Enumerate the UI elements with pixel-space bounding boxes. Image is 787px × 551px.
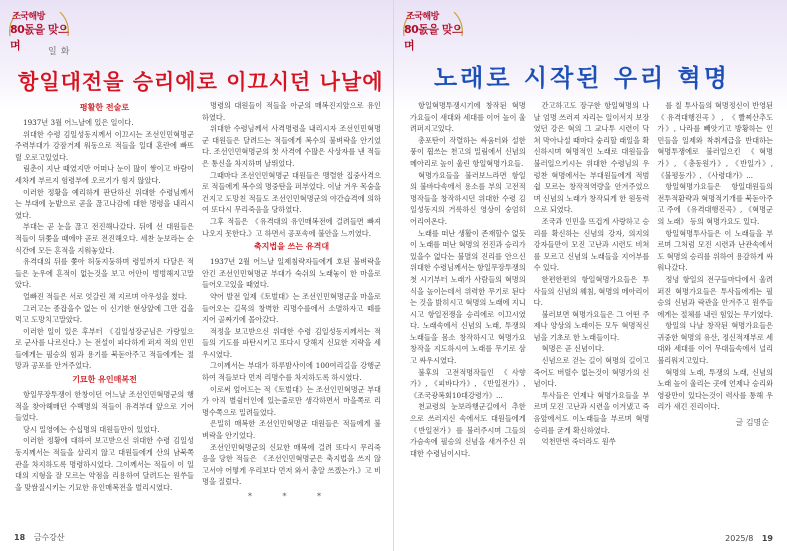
paragraph: 불후의 고전적명작들인 《사향가》, 《피바다가》, 《반일전가》, 《조국광복회10대강령가》... [410,367,526,400]
paragraph: 한편한편의 항일혁명가요들은 투사들의 신념의 웨침, 혁명의 메아리이다. [533,274,650,308]
paragraph: 항일혁명투쟁시기에 창작된 혁명가요들이 새대와 세대를 이어 높이 울려퍼지고있다. [410,101,526,134]
paragraph: 얼빠진 적들은 서로 엇갈린 채 지르며 아우성을 쳤다. [23,291,188,301]
right-anniversary-badge [402,8,464,52]
paragraph: 그후 적들은 《유격대의 유인매복전에 걸려들면 빠져나오지 못한다.》고 하면서 공포속에 불안을 느끼였다. [202,216,381,238]
paragraph: 를 칠 투사들의 혁명정신이 반영된 《유격대행진곡》, 《빨찌산추도가》, 나라를 빼앗기고 방황하는 인민들을 일제와 착취계급을 반대하는 혁명투쟁에로 불러일으킨 《혁명가》, 《총동원가》, 《반일가》, 《불평등가》, 《사령대가》... [657,101,774,180]
badge-line2: 80돐을 맞으며 [10,23,69,52]
paragraph: 정녕 항일의 전구들마다에서 울려퍼진 혁명가요들은 투사들에게는 필승의 신념과 락관을 안겨주고 원쑤들에게는 절체를 내린 힘있는 무기였다. [657,274,774,319]
paragraph: 그이께서는 부대가 하루밤사이에 100여리길을 강행군하여 적들보다 먼저 리명수를 차지하도록 하시였다. [202,361,381,383]
left-folio [14,532,65,543]
paragraph: 조국과 인민을 뜨겁게 사랑하고 승리를 확신하는 신념의 강자, 의지의 강자들만이 모진 고난과 시련도 비쳐를 모르고 신념의 노래들을 지어부를수 있다. [533,216,650,273]
paragraph: 신념으로 걷는 길이 혁명의 길이고 죽어도 버릴수 없는것이 혁명가의 신념이다. [533,356,650,389]
badge-line2: 80돐을 맞으며 [404,23,463,52]
section-divider-stars: * * * [247,492,336,501]
section-subheading: 평활한 전술로 [79,103,130,112]
right-folio [725,534,773,543]
paragraph: 위대한 수령 김일성동지께서 이끄시는 조선인민혁명군 주력부대가 강잠거제 워동으로 적들을 일대 혼란에 빠뜨릴 오로고있었다. [15,129,194,162]
left-page-number: 18 [14,533,26,542]
left-column-2 [202,100,381,517]
paragraph: 1937년 2월 어느날 일제침략자들에게 호된 불벼락을 안긴 조선인민혁명군 부대가 숙쉬의 노래놓이 한 마을로 들어오고있을 때였다. [202,257,381,290]
right-column-1 [410,100,526,517]
section-subheading: 기묘한 유인매복전 [72,375,137,385]
paragraph: 항일의 나날 창작된 혁명가요들은 귀중한 혁명의 유산, 정신적재부로 세대와 세대를 이어 무대들속에서 널리 불리워지고있다. [657,321,774,366]
issue-date: 2025/8 [725,534,754,543]
left-anniversary-badge [8,8,70,52]
paragraph: 약어 발전 일제《토벌대》는 조선인민혁명군을 마을로 들어오는 길목의 창벽한 리명수를에서 소멸하자고 떼를 지어 골짜기에 몰아갔다. [202,291,381,325]
paragraph: 이러한 정황을 예리하게 판단하신 위대한 수령님께서는 부대에 눈밭으로 곧을 끊고나감에 대한 명령을 내리시였다. [15,187,194,220]
paragraph: 그때마다 조선인민혁명군 대원들은 맹렬한 집중사격으로 적들에게 복수의 명중탄을 퍼부었다. 이날 겨우 목숨을 건지고 도망친 적들도 조선인민혁명군의 야간습격에 의하여 또다시 무리죽음을 당하였다. [202,170,381,215]
paragraph: 억천만번 죽더라도 원쑤 [541,437,616,447]
paragraph: 항일무장투쟁이 한창이던 어느날 조선인민혁명군의 행적을 찾아헤매던 수백명의 적들이 유격부대 앞으로 기어들었다. [15,390,194,423]
paragraph: 위대한 수령님께서 사격명령을 내리시자 조선인민혁명군 대원들은 달려드는 적들에게 복수의 불벼락을 안기었다. 조선인민혁명군의 첫 사격에 수많은 사상자를 낸 적들은 통신을 차지하며 날뛰었다. [202,124,381,168]
right-article-body [410,100,773,517]
left-column-1 [15,100,194,517]
paragraph: 부대는 곧 눈을 끊고 전진해나갔다. 뒤에 선 대원들은 적들이 뒤쫓을 때에야 곧로 전진해오다. 세찬 눈보라는 순식간에 모든 흔적을 지워놓았다. [15,222,194,255]
paragraph: 이러한 정황에 대하여 보고받으신 위대한 수령 김일성동지께서는 적들을 살리지 않고 대원들에게 산의 남북쪽 관을 차지하도록 명령하시었다. 그이께서는 적들이 이 일대의 지형을 잘 모르는 약점을 리용하여 달려드는 원쑤들을 맞쌈질시키는 기묘한 유인매복전을 벌리시였다. [15,436,194,492]
paragraph: 투사들은 언제나 혁명가요들을 부르며 모진 고난과 시련을 이겨냈고 죽음앞에서도 이노래들을 부르며 혁명승리를 굳게 확신하였다. [533,390,650,435]
paragraph: 혁명의 노래, 투쟁의 노래, 신념의 노래 높이 울리는 곳에 언제나 승리와 영광만이 있다는것이 력사를 통해 우리가 새긴 진리이다. [657,367,774,412]
paragraph: 은밀히 매복한 조선인민혁명군 대원들은 적들에게 불벼락을 안기었다. [202,419,381,441]
paragraph: 조선인민혁명군의 신묘한 매복에 걸려 또다시 무리죽음을 당한 적들은 《조선인민혁명군은 축지법을 쓰지 않고서야 어떻게 우리보다 먼저 와서 총알 쓰겠는가.》고 비명을 질렀다. [202,442,381,487]
paragraph: 당시 밀영에는 수십명의 대원들만이 있었다. [23,424,160,434]
series-label: 일화 [48,47,74,57]
paragraph: 명령의 대원들이 적들을 아군의 매복진지앞으로 유인하였다. [202,101,381,122]
right-page [394,0,787,551]
paragraph: 1937년 3월 어느날에 있은 일이다. [23,118,134,127]
paragraph: 항일혁명가요들은 항일대원들의 전투적환략과 혁명적기개를 북돋아주고 주에 《유격대행진곡》, 《혁명군의 노래》 등의 혁명가요도 있다. [657,182,774,226]
section-subheading: 축지법을 쓰는 유격대 [253,242,330,252]
paragraph: 그러고는 종잡을수 없는 이 신기한 현상앞에 그만 겁을 먹고 도망치고말았다. [15,303,194,325]
paragraph: 항일혁명투사들은 이 노래들을 부르며 그처럼 모진 시련과 난관속에서도 혁명의 승리를 위하여 용감하게 싸워나갔다. [657,228,774,273]
magazine-name: 금수강산 [33,533,65,542]
left-article-body [15,100,381,517]
paragraph: 불러보면 혁명가요들은 그 어떤 주제나 양상의 노래이든 모두 혁명적신념을 기초로 한 노래들이다. [533,309,650,342]
paragraph: 노래를 떠난 생활이 존재할수 없듯이 노래를 떠난 혁명의 전진과 승리가 있을수 없다는 불멸의 진리를 안으신 위대한 수령님께서는 항일무장투쟁의 첫 시기부터 노래가 사람들의 혁명의식을 높이는데서 위력한 무기로 된다는 것을 밝히시고 혁명의 노래에 지니시고 항일전쟁을 승리에로 이끄시였다. 노래속에서 신념의 노래, 투쟁의 노래들을 몸소 창작하시고 혁명가요창작을 지도하시여 노래를 무기로 삼고 싸우시였다. [410,228,526,366]
right-column-2 [534,100,650,517]
paragraph: 혁명가요들을 불러보느라면 항일의 불바다속에서 용소를 부의 고전적명작들을 창작하시던 위대한 수령 김일성동지의 거룩하신 영상이 숭엄히 어리여온다. [410,170,526,226]
paragraph: 림춘이 지난 때였지만 어떠나 눈이 많이 쌓이고 바람이 세차게 부르지 험령부에 오르기가 힘지 않았다. [15,164,194,185]
paragraph: 이러한 일이 있은 후부터 《김일성장군님은 가랑잎으로 군사를 나르신다.》는 전설이 파다하게 퍼져 적의 인민들에게는 필승의 힘과 용기를 북돋아주고 적들에게는 절망과 공포를 안겨주었다. [15,326,194,371]
paragraph: 총포탄이 작렬하는 싸움터와 설한풍이 휩쓰는 천고의 밀림에서 신념의 메아리로 높이 울린 항일혁명가요들. [410,135,526,168]
right-page-number: 19 [761,534,773,543]
paragraph: 혁명은 곧 신념이다. [541,344,605,354]
badge-line1: 조국해방 [406,12,439,22]
author-byline: 글 김명순 [735,418,770,428]
paragraph: 적정을 보고받으신 위대한 수령 김일성동지께서는 적들의 기도를 파탄시키고 또다시 당해지 신묘한 지략을 세우시였다. [202,326,381,359]
paragraph: 유격대의 뒤를 쫓아 허둥지둥하며 령밑까지 다달은 적들은 눈우에 흔적이 없는것을 보고 어안이 벙벙해지고말았다. [15,257,194,290]
paragraph: 이로써 엎어드는 적《토벌대》는 조선인민혁명군 부대가 아직 별쉼터인에 있는줄로만 생각하면서 마을쪽로 리명수쪽으로 밀려들었다. [202,384,381,417]
right-column-3 [657,100,773,517]
paragraph: 천교령의 눈보라행군길에서 추한으로 쓰러지신 속에서도 대원들에게 《반일전가》를 불러주시며 그들의 가슴속에 필승의 신념을 새겨주신 위대한 수령님이시다. [410,402,526,458]
badge-line1: 조국해방 [12,12,45,22]
paragraph: 간고하고도 장구한 항일혁명의 나날 엄명 쓰러져 자리는 일이서지 보장였던 강은 혁의 그 교나투 시련이 닥쳐 막아나설 때마다 숭리할 래일을 확신하시며 혁명적인 노래로 대원들을 불러일으키시는 위대한 수령님의 우렁찬 혁명에서는 부대원들에게 적범쉽 모르는 창작적역량을 안겨주었으며 신념의 노래가 창작되게 한 원동력으로 되였다. [533,101,650,215]
left-article-title: 항일대전을 승리에로 이끄시던 나날에 [18,69,384,94]
right-article-title: 노래로 시작된 우리 혁명 [434,64,730,92]
